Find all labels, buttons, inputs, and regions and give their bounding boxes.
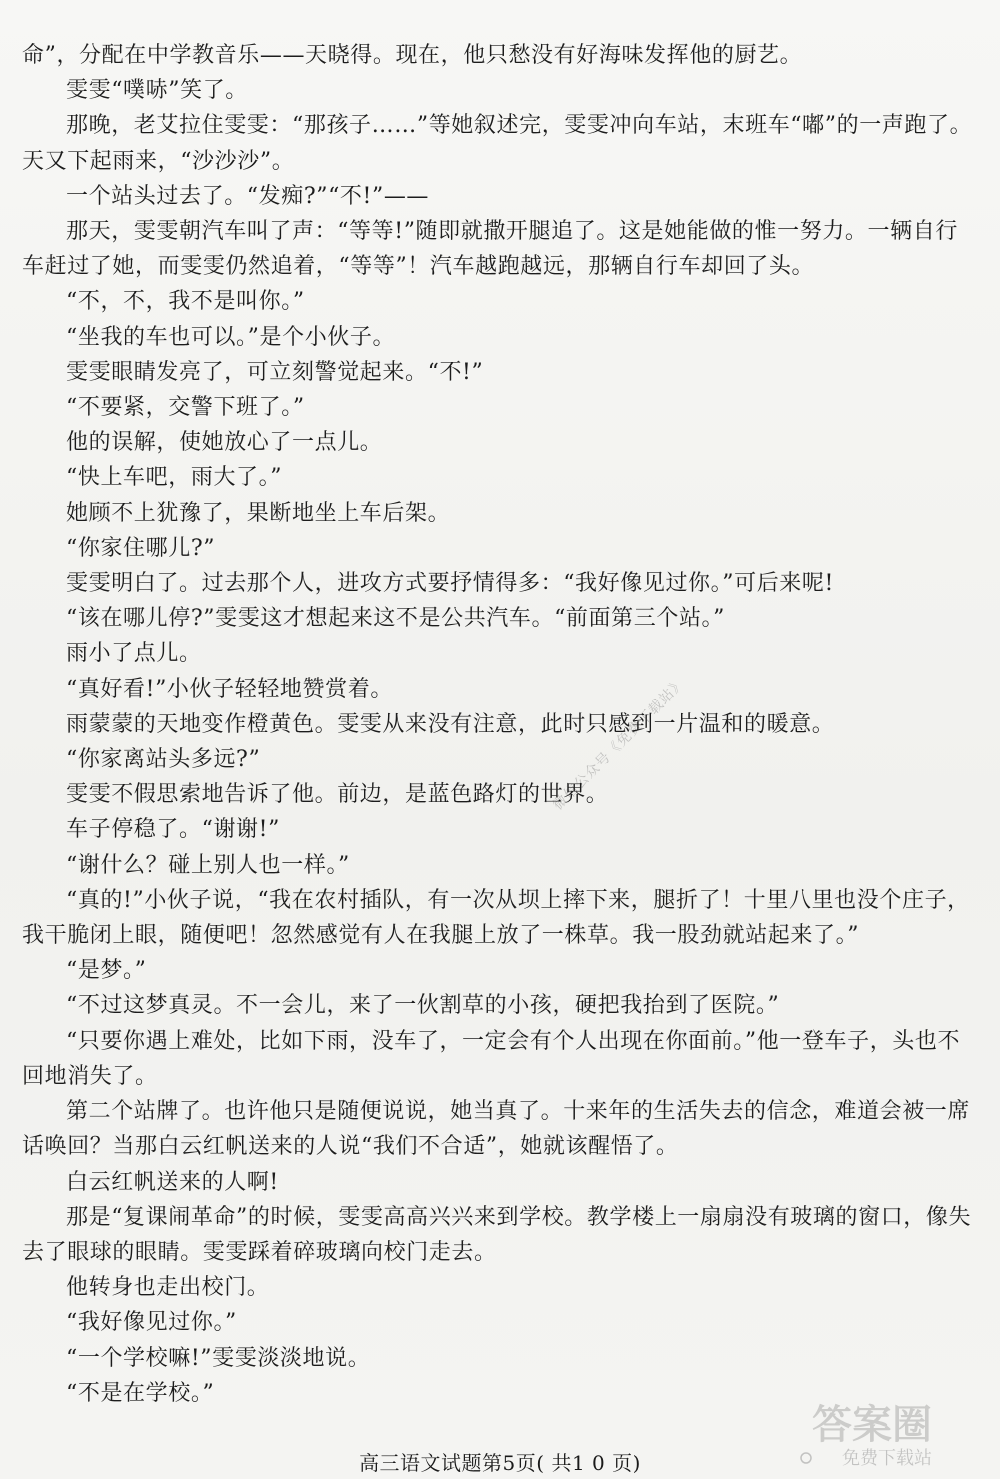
paragraph: 他的误解，使她放心了一点儿。 xyxy=(66,430,383,456)
paragraph: 雨蒙蒙的天地变作橙黄色。雯雯从来没有注意，此时只感到一片温和的暖意。 xyxy=(66,711,835,737)
paragraph: “不要紧，交警下班了。” xyxy=(66,395,305,421)
paragraph: “不，不，我不是叫你。” xyxy=(66,289,305,315)
paragraph: “我好像见过你。” xyxy=(66,1310,237,1336)
paragraph: “坐我的车也可以。”是个小伙子。 xyxy=(66,324,396,350)
paragraph: “快上车吧，雨大了。” xyxy=(66,465,283,491)
paragraph: 雯雯眼睛发亮了，可立刻警觉起来。“不!” xyxy=(66,359,484,385)
paragraph: 那晚，老艾拉住雯雯：“那孩子……”等她叙述完，雯雯冲向车站，末班车“嘟”的一声跑了。天又下起雨来，“沙沙沙”。 xyxy=(22,113,973,174)
paragraph: “你家离站头多远?” xyxy=(66,747,261,773)
paragraph: “谢什么？碰上别人也一样。” xyxy=(66,852,350,878)
paragraph: 一个站头过去了。“发痴?”“不!”—— xyxy=(66,183,430,209)
watermark-logo-sub: 免费下载站 xyxy=(842,1448,932,1469)
paragraph: “你家住哪儿?” xyxy=(66,535,216,561)
paragraph: 白云红帆送来的人啊! xyxy=(66,1169,279,1195)
paragraph: 命”，分配在中学教音乐——天晓得。现在，他只愁没有好海味发挥他的厨艺。 xyxy=(22,43,803,68)
paragraph: 她顾不上犹豫了，果断地坐上车后架。 xyxy=(66,500,451,526)
paragraph: “一个学校嘛!”雯雯淡淡地说。 xyxy=(66,1345,371,1371)
paragraph: “不是在学校。” xyxy=(66,1380,215,1406)
paragraph: 雯雯“噗哧”笑了。 xyxy=(66,78,248,104)
watermark-stamp: 微信公众号《免费下载站》 xyxy=(550,674,689,814)
paragraph: 雯雯明白了。过去那个人，进攻方式要抒情得多：“我好像见过你。”可后来呢! xyxy=(66,571,834,597)
paragraph: “只要你遇上难处，比如下雨，没车了，一定会有个人出现在你面前。”他一登车子，头也不回地消失了。 xyxy=(22,1028,961,1089)
paragraph: 第二个站牌了。也许他只是随便说说，她当真了。十来年的生活失去的信念，难道会被一席话唤回？当那白云红帆送来的人说“我们不合适”，她就该醒悟了。 xyxy=(22,1099,971,1160)
paragraph: “该在哪儿停?”雯雯这才想起来这不是公共汽车。“前面第三个站。” xyxy=(66,606,725,632)
paragraph: “真好看!”小伙子轻轻地赞赏着。 xyxy=(66,676,393,702)
paragraph: 雨小了点儿。 xyxy=(66,641,202,667)
reading-passage xyxy=(22,38,977,1411)
watermark-logo-text: 答案圈 xyxy=(812,1402,932,1448)
paragraph: “真的!”小伙子说，“我在农村插队，有一次从坝上摔下来，腿折了！十里八里也没个庄子，我干脆闭上眼，随便吧！忽然感觉有人在我腿上放了一株草。我一股劲就站起来了。” xyxy=(22,887,970,949)
paragraph: 那是“复课闹革命”的时候，雯雯高高兴兴来到学校。教学楼上一扇扇没有玻璃的窗口，像失去了眼球的眼睛。雯雯踩着碎玻璃向校门走去。 xyxy=(22,1204,972,1265)
page-footer: 高三语文试题第5页( 共1 0 页) xyxy=(359,1451,641,1475)
paragraph: “是梦。” xyxy=(66,958,147,984)
paragraph: 雯雯不假思索地告诉了他。前边，是蓝色路灯的世界。 xyxy=(66,782,609,808)
paragraph: 他转身也走出校门。 xyxy=(66,1275,270,1301)
paragraph: 车子停稳了。“谢谢!” xyxy=(66,817,280,843)
paragraph: 那天，雯雯朝汽车叫了声：“等等!”随即就撒开腿追了。这是她能做的惟一努力。一辆自行车赶过了她，而雯雯仍然追着，“等等”！汽车越跑越远，那辆自行车却回了头。 xyxy=(22,219,958,280)
paragraph: “不过这梦真灵。不一会儿，来了一伙割草的小孩，硬把我抬到了医院。” xyxy=(66,993,780,1019)
